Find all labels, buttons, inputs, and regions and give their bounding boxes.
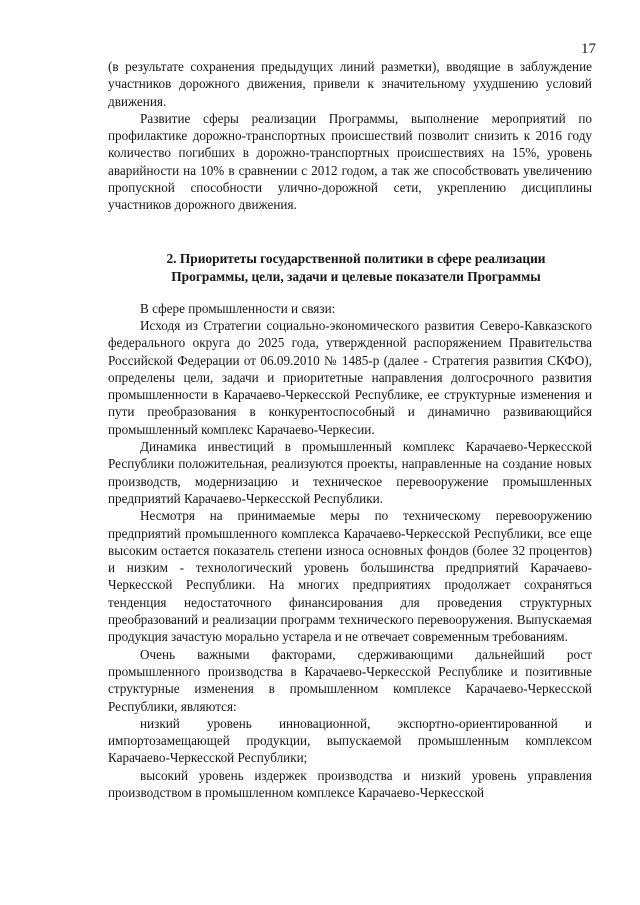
paragraph: Очень важными факторами, сдерживающими дальнейший рост промышленного производства в Карачаево-Черкесской Республике и позитивные структурные изменения в промышленном комплексе Карачаево-Черкесской Республики, являются: [108,646,592,714]
paragraph: В сфере промышленности и связи: [140,300,336,316]
paragraph: (в результате сохранения предыдущих линий разметки), вводящие в заблуждение участников дорожного движения, привели к значительному ухудшению условий движения. [108,59,592,109]
paragraph: Исходя из Стратегии социально-экономического развития Северо-Кавказского федерального округа до 2025 года, утвержденной распоряжением Правительства Российской Федерации от 06.09.2010 № 1485-р (далее - Стратегия развития СКФО), определены цели, задачи и приоритетные направления долгосрочного развития промышленности в Карачаево-Черкесской Республике, ее структурные изменения и пути преобразования в конкурентоспособный и динамично развивающийся промышленный комплекс Карачаево-Черкесии. [108,317,592,437]
section-heading [108,250,592,286]
paragraph: Несмотря на принимаемые меры по техническому перевооружению предприятий промышленного комплекса Карачаево-Черкесской Республики, все еще высоким остается показатель степени износа основных фондов (более 32 процентов) и низким - технологический уровень большинства предприятий Карачаево-Черкесской Республики. На многих предприятиях продолжает сохраняться тенденция недостаточного финансирования для проведения структурных преобразований и реализации программ технического перевооружения. Выпускаемая продукция зачастую морально устарела и не отвечает современным требованиям. [108,508,592,645]
list-item: высокий уровень издержек производства и низкий уровень управления производством в промышленном комплексе Карачаево-Черкесской [108,767,592,800]
paragraph: Развитие сферы реализации Программы, выполнение мероприятий по профилактике дорожно-транспортных происшествий позволит снизить к 2016 году количество погибших в дорожно-транспортных происшествиях на 15%, уровень аварийности на 10% в сравнении с 2012 годом, а так же способствовать увеличению пропускной способности улично-дорожной сети, укреплению дисциплины участников дорожного движения. [108,110,592,213]
paragraph: Динамика инвестиций в промышленный комплекс Карачаево-Черкесской Республики положительная, реализуются проекты, направленные на создание новых производств, модернизацию и техническое перевооружение промышленных предприятий Карачаево-Черкесской Республики. [108,439,592,506]
section-heading-line: 2. Приоритеты государственной политики в сфере реализации [166,250,546,266]
document-body [108,58,592,801]
page-number: 17 [581,41,596,57]
list-item: низкий уровень инновационной, экспортно-ориентированной и импортозамещающей продукции, выпускаемой промышленным комплексом Карачаево-Черкесской Республики; [108,715,592,766]
section-heading-line: Программы, цели, задачи и целевые показатели Программы [171,268,541,284]
